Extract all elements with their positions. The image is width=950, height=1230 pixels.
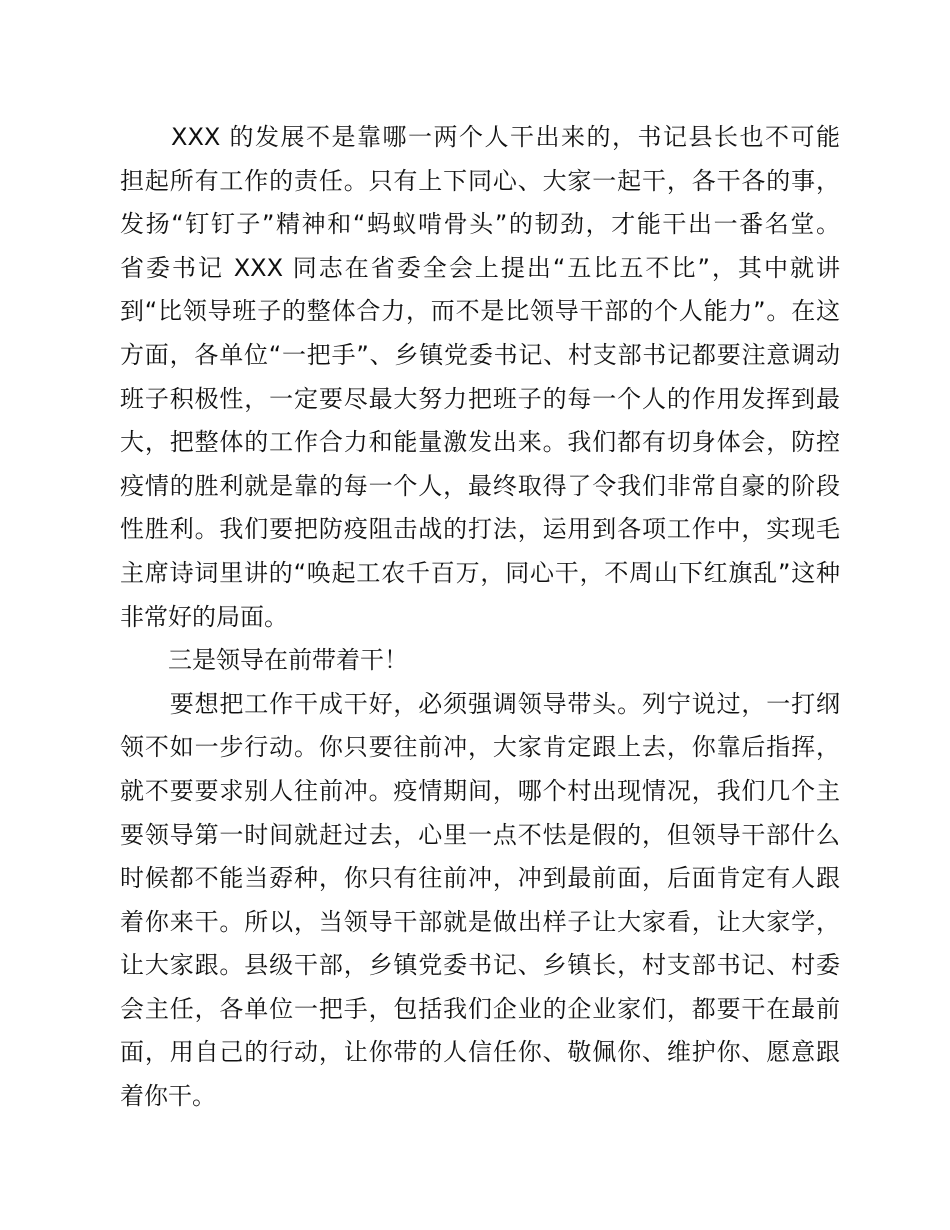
- text-line-19: 着你来干。所以，当领导干部就是做出样子让大家看，让大家学，: [120, 907, 840, 936]
- text-line-16: 就不要要求别人往前冲。疫情期间，哪个村出现情况，我们几个主: [120, 776, 840, 805]
- text-line-17: 要领导第一时间就赶过去，心里一点不怯是假的，但领导干部什么: [120, 820, 840, 849]
- text-line-21: 会主任，各单位一把手，包括我们企业的企业家们，都要干在最前: [120, 994, 840, 1023]
- text-line-15: 领不如一步行动。你只要往前冲，大家肯定跟上去，你靠后指挥，: [120, 733, 840, 762]
- text-line-3: 发扬“钉钉子”精神和“蚂蚁啃骨头”的韧劲，才能干出一番名堂。: [120, 210, 840, 239]
- text-line-20: 让大家跟。县级干部，乡镇党委书记、乡镇长，村支部书记、村委: [120, 951, 840, 980]
- text-line-10: 性胜利。我们要把防疫阻击战的打法，运用到各项工作中，实现毛: [120, 515, 840, 544]
- section-heading: 三是领导在前带着干！: [120, 646, 408, 675]
- text-line-11: 主席诗词里讲的“唤起工农千百万，同心干，不周山下红旗乱”这种: [120, 558, 840, 587]
- text-line-7: 班子积极性，一定要尽最大努力把班子的每一个人的作用发挥到最: [120, 384, 840, 413]
- text-line-23: 着你干。: [120, 1082, 216, 1111]
- text-line-12: 非常好的局面。: [120, 602, 288, 631]
- text-line-2: 担起所有工作的责任。只有上下同心、大家一起干，各干各的事，: [120, 166, 840, 195]
- text-line-9: 疫情的胜利就是靠的每一个人，最终取得了令我们非常自豪的阶段: [120, 471, 840, 500]
- text-line-22: 面，用自己的行动，让你带的人信任你、敬佩你、维护你、愿意跟: [120, 1038, 840, 1067]
- body-text: [120, 116, 840, 1119]
- text-line-6: 方面，各单位“一把手”、乡镇党委书记、村支部书记都要注意调动: [120, 340, 840, 369]
- text-line-18: 时候都不能当孬种，你只有往前冲，冲到最前面，后面肯定有人跟: [120, 864, 840, 893]
- text-line-8: 大，把整体的工作合力和能量激发出来。我们都有切身体会，防控: [120, 428, 840, 457]
- text-line-14: 要想把工作干成干好，必须强调领导带头。列宁说过，一打纲: [120, 689, 840, 718]
- text-line-4: 省委书记 XXX 同志在省委全会上提出“五比五不比”，其中就讲: [120, 253, 840, 282]
- text-line-5: 到“比领导班子的整体合力，而不是比领导干部的个人能力”。在这: [120, 297, 840, 326]
- text-line-1: XXX 的发展不是靠哪一两个人干出来的，书记县长也不可能: [120, 123, 840, 151]
